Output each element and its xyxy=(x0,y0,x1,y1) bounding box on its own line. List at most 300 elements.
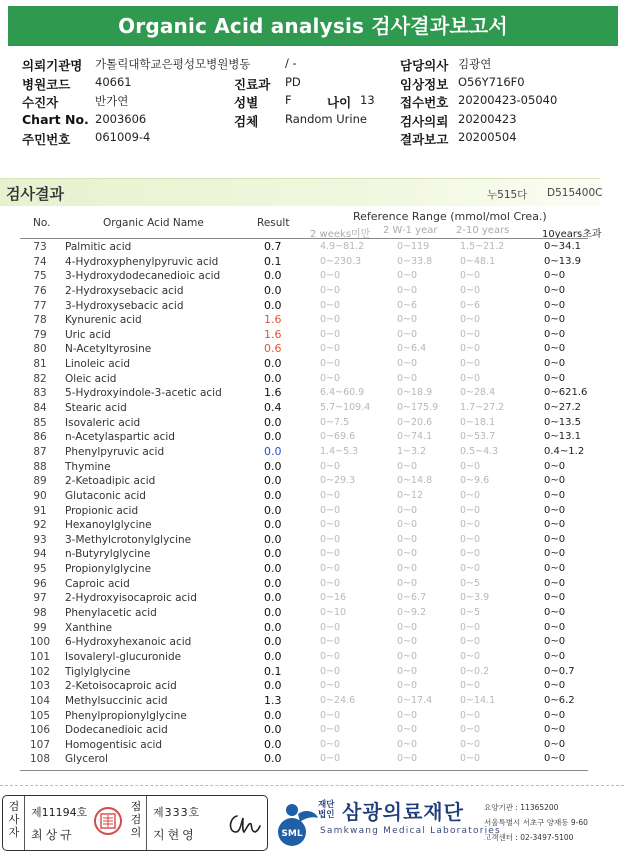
row-number: 81 xyxy=(33,358,47,371)
info-label: 주민번호 xyxy=(22,132,71,147)
lab-name: 삼광의료재단 xyxy=(342,800,464,824)
range-2-10y: 0~18.1 xyxy=(460,416,496,428)
range-over-10y: 0~0 xyxy=(544,577,566,589)
acid-name: Glycerol xyxy=(65,753,108,766)
acid-name: Caproic acid xyxy=(65,577,130,590)
range-over-10y: 0~13.1 xyxy=(544,431,582,443)
acid-name: Stearic acid xyxy=(65,402,127,415)
lab-badge-text: SML xyxy=(281,829,303,839)
range-2w-1y: 0~0 xyxy=(397,358,418,370)
range-under-2-weeks: 0~0 xyxy=(320,284,341,296)
table-bottom-divider xyxy=(20,770,588,771)
header-range-3: 2-10 years xyxy=(456,225,510,236)
table-row xyxy=(0,269,600,284)
info-value: 김광연 xyxy=(458,57,492,71)
info-row xyxy=(22,112,602,131)
table-row xyxy=(0,357,600,372)
info-value: Random Urine xyxy=(285,111,367,126)
table-row xyxy=(0,255,600,270)
row-number: 98 xyxy=(33,607,47,620)
info-value: F xyxy=(285,93,292,107)
row-number: 88 xyxy=(33,460,47,473)
range-2w-1y: 0~0 xyxy=(397,709,418,721)
range-2-10y: 0~0 xyxy=(460,372,481,384)
table-row xyxy=(0,430,600,445)
range-under-2-weeks: 0~10 xyxy=(320,607,347,619)
row-number: 79 xyxy=(33,328,47,341)
table-row xyxy=(0,372,600,387)
range-2-10y: 0~0 xyxy=(460,680,481,692)
range-2w-1y: 0~0 xyxy=(397,533,418,545)
range-2w-1y: 0~0 xyxy=(397,738,418,750)
reviewer-license: 제333호 xyxy=(153,806,201,819)
result-value: 0.0 xyxy=(264,620,282,634)
acid-name: 2-Ketoadipic acid xyxy=(65,475,156,488)
range-over-10y: 0~0 xyxy=(544,504,566,516)
info-value: PD xyxy=(285,74,301,89)
table-row xyxy=(0,679,600,694)
range-2w-1y: 0~74.1 xyxy=(397,431,433,443)
row-number: 89 xyxy=(33,475,47,488)
signature-icon xyxy=(225,810,261,838)
range-over-10y: 0~0 xyxy=(544,475,566,487)
range-over-10y: 0~0 xyxy=(544,328,566,340)
range-2w-1y: 0~0 xyxy=(397,577,418,589)
section-code-2: D515400C xyxy=(547,187,603,199)
range-over-10y: 0~0 xyxy=(544,650,566,662)
range-under-2-weeks: 0~0 xyxy=(320,577,341,589)
acid-name: 2-Hydroxyisocaproic acid xyxy=(65,592,197,605)
signature-box xyxy=(2,795,268,851)
acid-name: Phenylacetic acid xyxy=(65,607,157,620)
signature-divider xyxy=(24,796,25,850)
range-under-2-weeks: 0~0 xyxy=(320,636,341,648)
range-under-2-weeks: 0~0 xyxy=(320,724,341,736)
range-2-10y: 0~0 xyxy=(460,270,481,282)
range-2-10y: 0~53.7 xyxy=(460,431,496,443)
range-under-2-weeks: 6.4~60.9 xyxy=(320,387,365,399)
range-2w-1y: 0~0 xyxy=(397,636,418,648)
range-over-10y: 0~13.5 xyxy=(544,416,582,428)
range-2-10y: 0~9.6 xyxy=(460,475,490,487)
info-value: 가톨릭대학교은평성모병원병동 xyxy=(95,57,251,71)
seal-stamp-icon xyxy=(93,806,123,836)
range-2-10y: 0~0 xyxy=(460,621,481,633)
range-over-10y: 0~0 xyxy=(544,533,566,545)
row-number: 97 xyxy=(33,592,47,605)
table-row xyxy=(0,621,600,636)
range-2w-1y: 0~9.2 xyxy=(397,607,427,619)
range-under-2-weeks: 0~0 xyxy=(320,738,341,750)
row-number: 107 xyxy=(29,738,51,751)
info-label: 검체 xyxy=(234,113,259,129)
range-2-10y: 0~0 xyxy=(460,504,481,516)
acid-name: Tiglylglycine xyxy=(65,665,131,678)
range-under-2-weeks: 0~0 xyxy=(320,519,341,531)
lab-phone: 고객센터 : 02-3497-5100 xyxy=(484,833,574,842)
row-number: 86 xyxy=(33,431,47,444)
header-range-1: 2 weeks미만 xyxy=(310,229,371,240)
header-name: Organic Acid Name xyxy=(103,217,204,229)
info-label: 검사의뢰 xyxy=(400,113,449,129)
range-over-10y: 0~0 xyxy=(544,372,566,384)
info-row xyxy=(22,130,602,149)
row-number: 84 xyxy=(33,402,47,415)
result-value: 0.0 xyxy=(264,459,282,473)
patient-info xyxy=(22,56,602,149)
range-2w-1y: 0~0 xyxy=(397,314,418,326)
lab-address: 서울특별시 서초구 양재동 9-60 xyxy=(484,818,588,827)
row-number: 76 xyxy=(33,284,47,297)
range-2-10y: 0~0 xyxy=(460,548,481,560)
range-2w-1y: 0~6.7 xyxy=(397,592,427,604)
table-row xyxy=(0,518,600,533)
range-2w-1y: 0~0 xyxy=(397,460,418,472)
result-value: 0.0 xyxy=(264,708,282,722)
range-over-10y: 0~0 xyxy=(544,548,566,560)
info-value: 20200423 xyxy=(458,111,517,126)
range-2-10y: 0~0 xyxy=(460,709,481,721)
table-row xyxy=(0,240,600,255)
row-number: 101 xyxy=(29,650,51,663)
acid-name: Isovaleric acid xyxy=(65,416,141,429)
range-over-10y: 0~0 xyxy=(544,724,566,736)
info-row xyxy=(22,56,602,75)
range-over-10y: 0~0 xyxy=(544,636,566,648)
range-under-2-weeks: 0~0 xyxy=(320,504,341,516)
range-2-10y: 0.5~4.3 xyxy=(460,445,499,457)
footer-dashed-divider xyxy=(0,785,624,786)
results-section-bar xyxy=(0,178,603,206)
row-number: 100 xyxy=(29,636,51,649)
table-row xyxy=(0,504,600,519)
range-2w-1y: 0~0 xyxy=(397,621,418,633)
range-2w-1y: 0~0 xyxy=(397,665,418,677)
info-label: 의뢰기관명 xyxy=(22,58,83,73)
range-under-2-weeks: 0~0 xyxy=(320,328,341,340)
info-value: 20200423-05040 xyxy=(458,93,558,107)
result-value: 0.0 xyxy=(264,591,282,605)
range-over-10y: 0~0 xyxy=(544,519,566,531)
info-label: 접수번호 xyxy=(400,95,449,110)
row-number: 78 xyxy=(33,314,47,327)
table-row xyxy=(0,284,600,299)
acid-name: Glutaconic acid xyxy=(65,489,146,502)
info-value: O56Y716F0 xyxy=(458,74,525,89)
table-row xyxy=(0,723,600,738)
range-under-2-weeks: 0~69.6 xyxy=(320,431,356,443)
result-value: 0.0 xyxy=(264,649,282,663)
range-2w-1y: 0~0 xyxy=(397,548,418,560)
range-over-10y: 0~0 xyxy=(544,314,566,326)
acid-name: N-Acetyltyrosine xyxy=(65,343,152,356)
acid-name: Isovaleryl-glucuronide xyxy=(65,650,182,663)
range-2-10y: 0~0 xyxy=(460,724,481,736)
range-over-10y: 0.4~1.2 xyxy=(544,445,585,457)
row-number: 102 xyxy=(29,665,51,678)
acid-name: Linoleic acid xyxy=(65,358,131,371)
acid-name: Homogentisic acid xyxy=(65,738,163,751)
range-over-10y: 0~0 xyxy=(544,343,566,355)
range-under-2-weeks: 0~0 xyxy=(320,314,341,326)
range-under-2-weeks: 0~230.3 xyxy=(320,255,362,267)
acid-name: Thymine xyxy=(65,460,111,473)
range-2-10y: 0~0 xyxy=(460,314,481,326)
row-number: 83 xyxy=(33,387,47,400)
table-row xyxy=(0,547,600,562)
table-row xyxy=(0,709,600,724)
table-row xyxy=(0,533,600,548)
result-value: 0.0 xyxy=(264,474,282,488)
range-under-2-weeks: 0~0 xyxy=(320,621,341,633)
acid-name: Propionic acid xyxy=(65,504,139,517)
range-2-10y: 0~6 xyxy=(460,299,481,311)
info-row xyxy=(22,93,602,112)
header-result: Result xyxy=(257,217,290,229)
range-under-2-weeks: 0~29.3 xyxy=(320,475,356,487)
range-under-2-weeks: 0~0 xyxy=(320,665,341,677)
result-value: 1.6 xyxy=(264,386,282,400)
header-range-4: 10years초과 xyxy=(542,229,602,240)
range-2-10y: 0~0 xyxy=(460,328,481,340)
range-over-10y: 0~0 xyxy=(544,592,566,604)
table-row xyxy=(0,738,600,753)
range-2w-1y: 0~18.9 xyxy=(397,387,433,399)
acid-name: Kynurenic acid xyxy=(65,314,142,327)
range-2-10y: 0~3.9 xyxy=(460,592,490,604)
row-number: 90 xyxy=(33,489,47,502)
acid-name: 4-Hydroxyphenylpyruvic acid xyxy=(65,255,219,268)
range-2-10y: 0~5 xyxy=(460,607,481,619)
row-number: 92 xyxy=(33,519,47,532)
range-2w-1y: 0~0 xyxy=(397,724,418,736)
table-row xyxy=(0,299,600,314)
result-value: 1.6 xyxy=(264,327,282,341)
signature-divider xyxy=(146,796,147,850)
table-header xyxy=(0,208,600,238)
range-2w-1y: 0~0 xyxy=(397,753,418,765)
lab-institution-code: 요양기관 : 11365200 xyxy=(484,803,559,812)
range-over-10y: 0~0 xyxy=(544,460,566,472)
result-value: 0.0 xyxy=(264,547,282,561)
acid-name: Propionylglycine xyxy=(65,563,152,576)
range-2w-1y: 0~6.4 xyxy=(397,343,427,355)
table-row xyxy=(0,694,600,709)
acid-name: 5-Hydroxyindole-3-acetic acid xyxy=(65,387,222,400)
range-2w-1y: 0~0 xyxy=(397,519,418,531)
acid-name: n-Butyrylglycine xyxy=(65,548,151,561)
table-row xyxy=(0,606,600,621)
range-over-10y: 0~34.1 xyxy=(544,241,582,252)
range-2w-1y: 0~175.9 xyxy=(397,402,439,414)
range-2w-1y: 0~12 xyxy=(397,489,424,501)
info-label: 수진자 xyxy=(22,95,59,110)
table-row xyxy=(0,313,600,328)
row-number: 75 xyxy=(33,270,47,283)
range-2w-1y: 0~0 xyxy=(397,650,418,662)
result-value: 0.0 xyxy=(264,562,282,576)
range-under-2-weeks: 0~0 xyxy=(320,460,341,472)
acid-name: Uric acid xyxy=(65,328,111,341)
range-over-10y: 0~0 xyxy=(544,284,566,296)
tester-label: 검사자 xyxy=(8,800,20,839)
range-under-2-weeks: 0~0 xyxy=(320,372,341,384)
range-2w-1y: 0~0 xyxy=(397,270,418,282)
range-over-10y: 0~0 xyxy=(544,270,566,282)
tester-name: 최상규 xyxy=(31,828,75,842)
range-2w-1y: 0~0 xyxy=(397,372,418,384)
info-row xyxy=(22,75,602,94)
range-2-10y: 0~0 xyxy=(460,650,481,662)
table-row xyxy=(0,328,600,343)
section-code-1: 누515다 xyxy=(487,189,528,201)
info-label: 임상정보 xyxy=(400,76,449,92)
table-row xyxy=(0,474,600,489)
reviewer-label: 점검의 xyxy=(130,800,142,839)
acid-name: Xanthine xyxy=(65,621,113,634)
row-number: 82 xyxy=(33,372,47,385)
header-divider xyxy=(20,238,588,239)
info-value: 반가연 xyxy=(95,94,129,108)
range-2-10y: 0~28.4 xyxy=(460,387,496,399)
table-row xyxy=(0,635,600,650)
range-under-2-weeks: 0~0 xyxy=(320,270,341,282)
row-number: 91 xyxy=(33,504,47,517)
range-over-10y: 0~0 xyxy=(544,563,566,575)
row-number: 74 xyxy=(33,255,47,268)
table-row xyxy=(0,445,600,460)
row-number: 96 xyxy=(33,577,47,590)
result-value: 0.1 xyxy=(264,254,282,268)
result-value: 0.0 xyxy=(264,737,282,751)
range-under-2-weeks: 0~0 xyxy=(320,489,341,501)
row-number: 103 xyxy=(29,680,51,693)
row-number: 93 xyxy=(33,533,47,546)
lab-logo-icon xyxy=(272,798,324,850)
info-label: 담당의사 xyxy=(400,58,449,73)
row-number: 104 xyxy=(29,694,51,707)
range-2-10y: 0~0 xyxy=(460,460,481,472)
range-2-10y: 0~48.1 xyxy=(460,255,496,267)
range-over-10y: 0~0 xyxy=(544,621,566,633)
range-2w-1y: 1~3.2 xyxy=(397,445,427,457)
info-value: 40661 xyxy=(95,74,132,89)
result-value: 0.4 xyxy=(264,401,282,415)
range-2-10y: 0~0 xyxy=(460,489,481,501)
range-over-10y: 0~27.2 xyxy=(544,402,582,414)
results-table xyxy=(0,240,600,767)
range-under-2-weeks: 0~0 xyxy=(320,533,341,545)
lab-english-name: Samkwang Medical Laboratories xyxy=(320,826,501,836)
result-value: 0.0 xyxy=(264,723,282,737)
result-value: 0.0 xyxy=(264,415,282,429)
result-value: 0.0 xyxy=(264,576,282,590)
row-number: 85 xyxy=(33,416,47,429)
table-row xyxy=(0,562,600,577)
acid-name: n-Acetylaspartic acid xyxy=(65,431,175,444)
table-row xyxy=(0,386,600,401)
row-number: 95 xyxy=(33,563,47,576)
range-over-10y: 0~0 xyxy=(544,299,566,311)
range-under-2-weeks: 0~0 xyxy=(320,299,341,311)
header-range-2: 2 W-1 year xyxy=(383,225,438,236)
range-2-10y: 0~0 xyxy=(460,343,481,355)
range-over-10y: 0~0 xyxy=(544,709,566,721)
table-row xyxy=(0,342,600,357)
result-value: 0.0 xyxy=(264,298,282,312)
acid-name: Methylsuccinic acid xyxy=(65,694,168,707)
range-2w-1y: 0~17.4 xyxy=(397,694,433,706)
info-value: / - xyxy=(285,56,297,70)
range-2w-1y: 0~0 xyxy=(397,328,418,340)
info-value: 2003606 xyxy=(95,111,147,126)
range-2-10y: 0~0 xyxy=(460,284,481,296)
info-label: 성별 xyxy=(234,95,259,110)
range-2-10y: 0~0 xyxy=(460,533,481,545)
row-number: 80 xyxy=(33,343,47,356)
table-row xyxy=(0,401,600,416)
acid-name: 2-Ketoisocaproic acid xyxy=(65,680,177,693)
table-row xyxy=(0,591,600,606)
section-title: 검사결과 xyxy=(6,185,64,203)
range-2-10y: 1.7~27.2 xyxy=(460,402,505,414)
range-2-10y: 0~0 xyxy=(460,563,481,575)
range-2w-1y: 0~20.6 xyxy=(397,416,433,428)
table-row xyxy=(0,460,600,475)
range-2w-1y: 0~0 xyxy=(397,504,418,516)
range-2-10y: 0~0.2 xyxy=(460,665,490,677)
lab-corp-type: 재단법인 xyxy=(318,800,335,820)
acid-name: Phenylpyruvic acid xyxy=(65,445,165,458)
range-under-2-weeks: 4.9~81.2 xyxy=(320,241,365,252)
acid-name: 3-Methylcrotonylglycine xyxy=(65,533,192,546)
row-number: 94 xyxy=(33,548,47,561)
info-label: 나이 xyxy=(327,95,352,110)
range-2w-1y: 0~0 xyxy=(397,284,418,296)
result-value: 0.0 xyxy=(264,269,282,283)
range-over-10y: 0~0 xyxy=(544,738,566,750)
result-value: 0.0 xyxy=(264,357,282,371)
row-number: 73 xyxy=(33,241,47,253)
header-reference-range: Reference Range (mmol/mol Crea.) xyxy=(353,210,547,223)
result-value: 0.0 xyxy=(264,532,282,546)
range-2-10y: 0~5 xyxy=(460,577,481,589)
result-value: 0.6 xyxy=(264,342,282,356)
range-2-10y: 0~0 xyxy=(460,636,481,648)
range-over-10y: 0~6.2 xyxy=(544,694,575,706)
lab-contact-info xyxy=(484,800,588,845)
range-under-2-weeks: 1.4~5.3 xyxy=(320,445,359,457)
result-value: 0.0 xyxy=(264,430,282,444)
header-no: No. xyxy=(33,217,51,229)
row-number: 99 xyxy=(33,621,47,634)
table-row xyxy=(0,489,600,504)
range-2-10y: 1.5~21.2 xyxy=(460,241,505,252)
row-number: 108 xyxy=(29,753,51,766)
table-row xyxy=(0,665,600,680)
acid-name: Dodecanedioic acid xyxy=(65,724,168,737)
range-under-2-weeks: 5.7~109.4 xyxy=(320,402,371,414)
range-2-10y: 0~0 xyxy=(460,738,481,750)
row-number: 77 xyxy=(33,299,47,312)
acid-name: Palmitic acid xyxy=(65,241,132,253)
acid-name: Hexanoylglycine xyxy=(65,519,152,532)
range-over-10y: 0~0 xyxy=(544,358,566,370)
result-value: 0.0 xyxy=(264,371,282,385)
range-over-10y: 0~621.6 xyxy=(544,387,588,399)
range-under-2-weeks: 0~0 xyxy=(320,680,341,692)
info-label: 병원코드 xyxy=(22,76,71,92)
